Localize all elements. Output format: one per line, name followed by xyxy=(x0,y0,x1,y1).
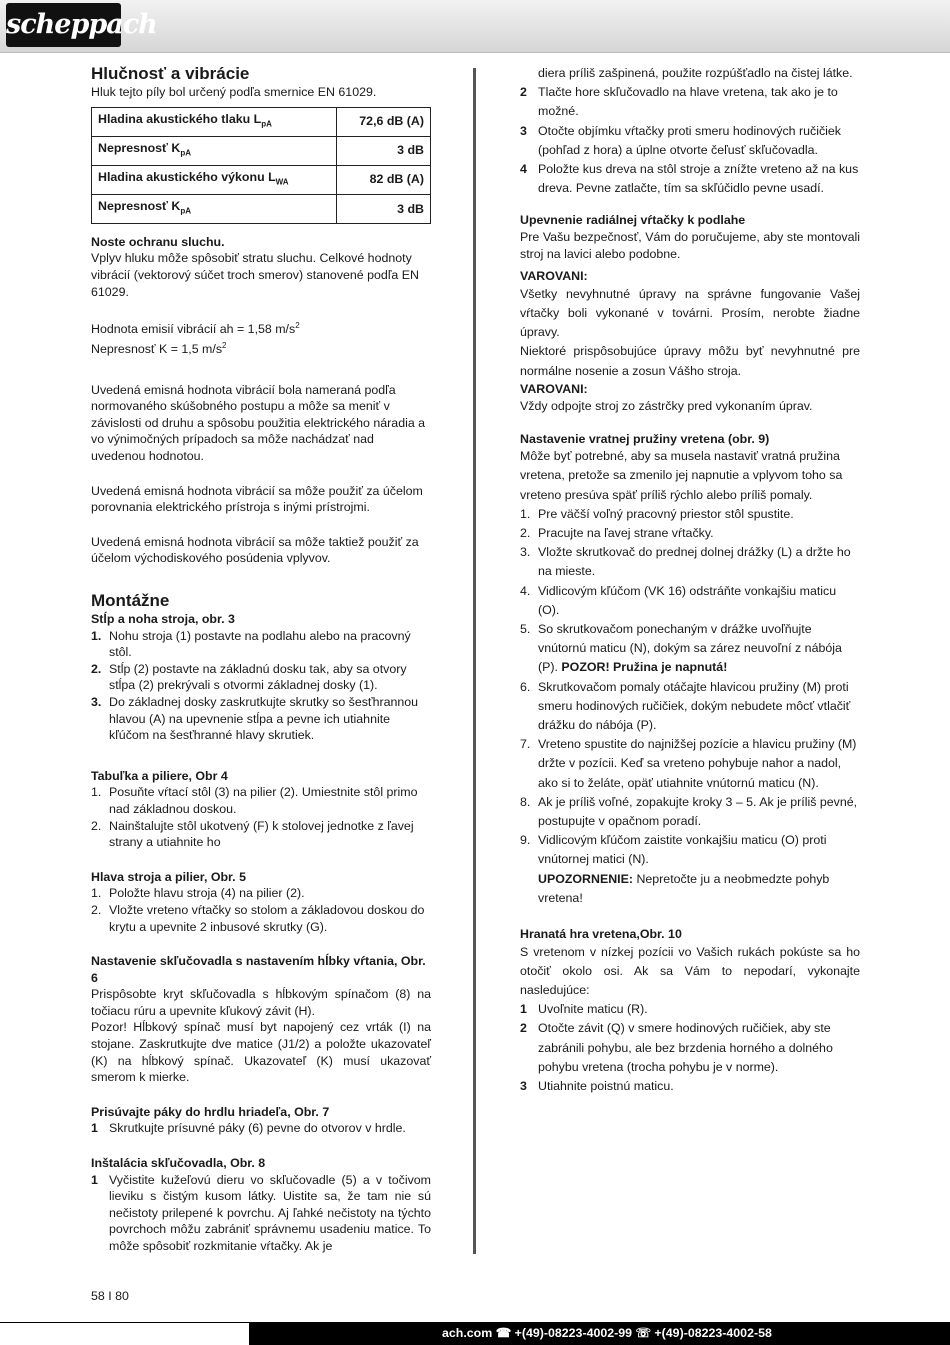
list-item: 3. Vložte skrutkovač do prednej dolnej drážky (L) a držte ho na mieste. xyxy=(520,545,851,579)
list-item: 2 Tlačte hore skľučovadlo na hlave vretena, tak ako je to možné. xyxy=(520,85,838,119)
footer-contact: ach.com ☎ +(49)-08223-4002-99 ☏ +(49)-08223-4002-58 xyxy=(442,1326,772,1340)
list-item: 1. Posuňte vŕtací stôl (3) na pilier (2). Umiestnite stôl primo nad základnou doskou. xyxy=(91,785,418,816)
subsection-title: Prisúvajte páky do hrdlu hriadeľa, Obr. 7 xyxy=(91,1104,330,1119)
continued-text: diera príliš zašpinená, použite rozpúšťadlo na čistej látke. xyxy=(538,66,853,80)
noise-table xyxy=(91,107,431,224)
noise-intro: Hluk tejto píly bol určený podľa smernice EN 61029. xyxy=(91,85,377,99)
page-number: 58 I 80 xyxy=(91,1289,129,1303)
subsection-title: Hlava stroja a pilier, Obr. 5 xyxy=(91,869,246,884)
table-row: Hladina akustického tlaku $L_{pA}$ 72,6 dB (A) xyxy=(92,107,431,136)
note: UPOZORNENIE: Nepretočte ju a neobmedzte pohyb vretena! xyxy=(538,871,830,905)
vibration-paragraph: Uvedená emisná hodnota vibrácií bola nameraná podľa normovaného skúšobného postupu a môže sa meniť v závislosti od druhu a spôsobu použitia elektrického náradia a vo výnimočných prípadoch sa môže nachádzať nad uvedenou hodnotou. xyxy=(91,382,426,464)
list-item: 1. Položte hlavu stroja (4) na pilier (2). xyxy=(91,886,305,901)
footer-blank-area xyxy=(0,1322,249,1345)
vibration-paragraph: Uvedená emisná hodnota vibrácií sa môže taktiež použiť za účelom východiskového posúdenia vplyvov. xyxy=(91,534,419,566)
list-item: 2. Stĺp (2) postavte na základnú dosku tak, aby sa otvory stĺpa (2) prekrývali s otvormi základnej dosky (1). xyxy=(91,661,407,693)
list-item: 3 Otočte objímku vŕtačky proti smeru hodinových ručičiek (pohľad z hora) a úplne otvorte čeľusť skľučovadla. xyxy=(520,123,841,157)
vibration-uncertainty: Nepresnosť K = 1,5 $m/s^2$ xyxy=(91,340,227,357)
list-item: 2. Nainštalujte stôl ukotvený (F) k stolovej jednotke z ľavej strany a utiahnite ho xyxy=(91,818,414,850)
scheppach-logo: scheppach xyxy=(6,3,121,47)
section-title-assembly: Montážne xyxy=(91,591,170,610)
left-column xyxy=(91,64,431,1255)
section-title-noise: Hlučnosť a vibrácie xyxy=(91,64,250,83)
subsection-title: Tabuľka a piliere, Obr 4 xyxy=(91,768,228,783)
subsection-title: Nastavenie vratnej pružiny vretena (obr. 9) xyxy=(520,431,770,446)
list-item: 4 Položte kus dreva na stôl stroje a znížte vreteno až na kus dreva. Pevne zatlačte, tím sa skľúčidlo pevne usadí. xyxy=(520,162,859,196)
paragraph: Pre Vašu bezpečnosť, Vám do poručujeme, aby ste montovali stroj na lavici alebo podobne. xyxy=(520,230,860,261)
list-item: 4. Vidlicovým kľúčom (VK 16) odstráňte vonkajšiu maticu (O). xyxy=(520,583,837,617)
warning-label: VAROVANI: xyxy=(520,381,588,396)
hearing-protection-text: Vplyv hluku môže spôsobiť stratu sluchu. Celkové hodnoty vibrácií (vektorový súčet troch smerov) stanovené podľa EN 61029. xyxy=(91,251,419,299)
subsection-title: Inštalácia skľučovadla, Obr. 8 xyxy=(91,1156,266,1171)
table-row: Nepresnosť $K_{pA}$ 3 dB xyxy=(92,194,431,223)
hearing-protection-heading: Noste ochranu sluchu. xyxy=(91,234,225,249)
paragraph: Môže byť potrebné, aby sa musela nastaviť vratná pružina vretena, pretože sa zmenilo jej napnutie a vplyvom toho sa vreteno presúva späť príliš rýchlo alebo príliš pomaly. xyxy=(520,449,843,502)
paragraph: Prispôsobte kryt skľučovadla s hĺbkovým spínačom (8) na točiacu rúru a upevnite kľukový závit (H). xyxy=(91,987,431,1018)
table-row: Nepresnosť $K_{pA}$ 3 dB xyxy=(92,136,431,165)
list-item: 1. Nohu stroja (1) postavte na podlahu alebo na pracovný stôl. xyxy=(91,628,411,660)
warning-label: VAROVANI: xyxy=(520,269,588,284)
paragraph: S vretenom v nízkej pozícii vo Vašich rukách pokúste sa ho otočiť okolo osi. Ak sa Vám to nepodarí, vykonajte nasledujúce: xyxy=(520,944,860,998)
list-item: 6. Skrutkovačom pomaly otáčajte hlavicou pružiny (M) proti smeru hodinových ručičiek, dokým nebudete môcť vtlačiť drážku do nábója (P). xyxy=(520,679,851,733)
list-item: 3. Do základnej dosky zaskrutkujte skrutky so šesťhrannou hlavou (A) na upevnenie stĺpa a pevne ich utiahnite kľúčom na šesťhranné hlavy skrutiek. xyxy=(91,694,419,743)
vibration-value: Hodnota emisií vibrácií ah = 1,58 $m/s^2$ xyxy=(91,321,300,337)
paragraph: Niektoré prispôsobujúce úpravy môžu byť nevyhnutné pre normálne nosenie a zosun Vášho stroja. xyxy=(520,344,860,378)
table-row: Hladina akustického výkonu $L_{WA}$ 82 dB (A) xyxy=(92,165,431,194)
paragraph: Vždy odpojte stroj zo zástrčky pred vykonaním úprav. xyxy=(520,399,813,414)
right-column xyxy=(520,64,860,1096)
subsection-title: Stĺp a noha stroja, obr. 3 xyxy=(91,612,235,626)
paragraph: Všetky nevyhnutné úpravy na správne fungovanie Vašej vŕtačky boli vykonané v továrni. Prosím, nerobte žiadne úpravy. xyxy=(520,286,860,340)
list-item: 2. Pracujte na ľavej strane vŕtačky. xyxy=(520,526,714,541)
subsection-title: Upevnenie radiálnej vŕtačky k podlahe xyxy=(520,213,746,228)
page-footer xyxy=(0,1322,950,1345)
subsection-title: Nastavenie skľučovadla s nastavením hĺbky vŕtania, Obr. 6 xyxy=(91,954,426,985)
list-item: 2. Vložte vreteno vŕtačky so stolom a základovou doskou do krytu a upevnite 2 inbusové skrutky (G). xyxy=(91,902,425,934)
vibration-paragraph: Uvedená emisná hodnota vibrácií sa môže použiť za účelom porovnania elektrického prístroja s inými prístrojmi. xyxy=(91,483,423,515)
list-item: 1 Uvoľnite maticu (R). xyxy=(520,1002,648,1017)
page-header xyxy=(0,0,950,53)
list-item: 7. Vreteno spustite do najnižšej pozície a hlavicu pružiny (M) držte v pozícii. Keď sa vreteno pohybuje nahor a nadol, ako si to želáte, opäť utiahnite vnútornú maticu (N). xyxy=(520,737,857,790)
subsection-title: Hranatá hra vretena,Obr. 10 xyxy=(520,927,682,942)
list-item: 1. Pre väčší voľný pracovný priestor stôl spustite. xyxy=(520,506,794,521)
list-item: 1 Skrutkujte prísuvné páky (6) pevne do otvorov v hrdle. xyxy=(91,1121,406,1136)
list-item: 9. Vidlicovým kľúčom zaistite vonkajšiu maticu (O) proti vnútornej matici (N). xyxy=(520,833,827,867)
list-item: 5. So skrutkovačom ponechaným v drážke uvoľňujte vnútornú maticu (N), dokým sa zárez neuvoľní z nábója (P). POZOR! Pružina je napnutá! xyxy=(520,622,842,675)
paragraph: Pozor! Hĺbkový spínač musí byt napojený cez vrták (I) na stojane. Zaskrutkujte dve matice (J1/2) a položte ukazovateľ (K) na hĺbkový spínač. Ukazovateľ (K) musí ukazovať smerom k mierke. xyxy=(91,1020,431,1085)
column-divider xyxy=(473,68,476,1254)
list-item: 3 Utiahnite poistnú maticu. xyxy=(520,1079,674,1094)
list-item: 1 Vyčistite kužeľovú dieru vo skľučovadle (5) a v točivom lieviku s čistým kusom látky. Uistite sa, že tam nie sú nečistoty prilepené k povrchu. Aj ľahké nečistoty na týchto povrchoch môžu zabrániť správnemu usadeniu matice. To môže spôsobiť rozkmitanie vŕtačky. Ak je xyxy=(91,1172,431,1253)
list-item: 8. Ak je príliš voľné, zopakujte kroky 3 – 5. Ak je príliš pevné, postupujte v opačnom poradí. xyxy=(520,794,858,829)
list-item: 2 Otočte závit (Q) v smere hodinových ručičiek, aby ste zabránili pohybu, ale bez brzdenia horného a dolného pohybu vretena (trocha pohybu je v norme). xyxy=(520,1021,833,1074)
